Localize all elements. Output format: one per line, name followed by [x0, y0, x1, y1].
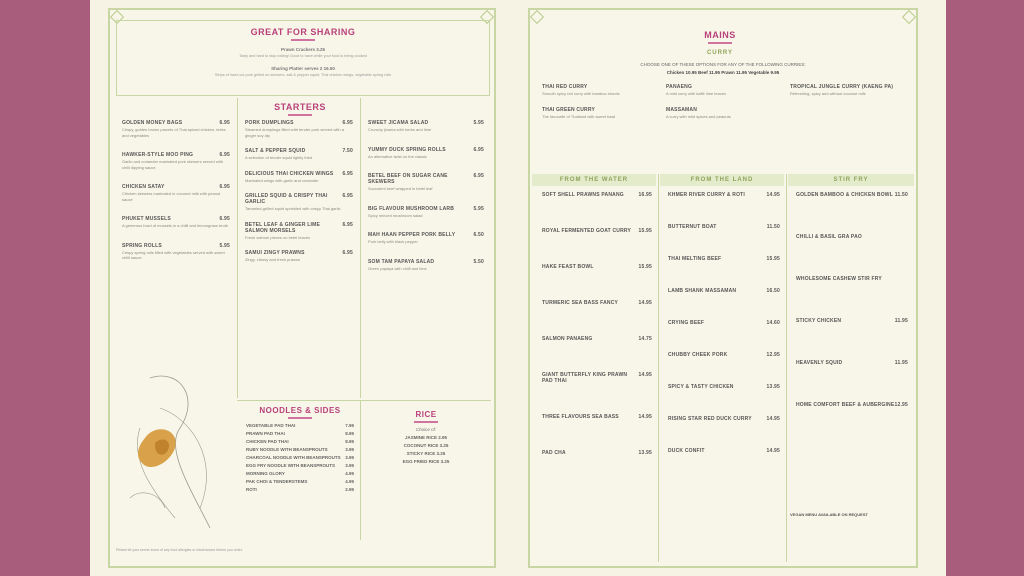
item-name: SOM TAM PAPAYA SALAD: [368, 258, 435, 265]
item-desc: Succulent beef wrapped in betel leaf: [368, 186, 433, 191]
menu-item: [668, 224, 780, 230]
curry-item: [542, 84, 658, 97]
stir-fry-list: [796, 192, 908, 414]
item-price: 14.60: [766, 320, 780, 326]
item-desc: Garlic and coriander marinated pork skewers served with chilli dipping sauce: [122, 159, 223, 170]
item-price: 5.95: [219, 242, 230, 249]
menu-item: [122, 243, 230, 261]
menu-item: [368, 147, 484, 160]
item-price: 3.95: [345, 463, 354, 468]
item-name: THAI MELTING BEEF: [668, 256, 722, 262]
noodle-item: [246, 479, 354, 484]
corner-diamond: [530, 10, 544, 24]
item-desc: Steamed dumplings filled with tender pork served with a ginger soy dip: [245, 127, 344, 138]
item-price: 6.50: [473, 232, 484, 238]
menu-item: [796, 234, 908, 240]
item-name: BIG FLAVOUR MUSHROOM LARB: [368, 205, 455, 212]
item-name: THREE FLAVOURS SEA BASS: [542, 414, 619, 420]
menu-item: [542, 192, 652, 198]
mains-title: MAINS: [690, 30, 750, 44]
item-price: 6.95: [342, 221, 353, 228]
menu-item: [368, 206, 484, 219]
curry-prices: Chicken 10.95 Beef 11.95 Prawn 11.95 Vegetable 9.95: [666, 70, 780, 75]
item-price: 2.95: [345, 487, 354, 492]
item-name: SPICY & TASTY CHICKEN: [668, 384, 734, 390]
starters-title: STARTERS: [270, 102, 330, 116]
item-price: 14.95: [766, 416, 780, 422]
item-name: DELICIOUS THAI CHICKEN WINGS: [245, 170, 334, 177]
rice-item: EGG FRIED RICE 3.25: [402, 459, 450, 464]
rice-choice: Choice of:: [415, 427, 437, 432]
item-desc: Fresh salmon pieces on betel leaves: [245, 234, 310, 240]
item-price: 6.95: [342, 120, 353, 126]
menu-item: [122, 216, 230, 229]
starters-col-3: [368, 120, 484, 277]
sharing-section: [116, 20, 490, 96]
item-price: 11.50: [766, 224, 780, 230]
rice-section: [368, 410, 484, 467]
item-price: 8.95: [345, 431, 354, 436]
rice-item: COCONUT RICE 3.25: [403, 443, 449, 448]
item-price: 6.95: [219, 216, 230, 222]
menu-item: [245, 193, 353, 212]
item-desc: A mild curry with kaffir lime leaves: [666, 91, 726, 96]
divider: [237, 98, 238, 398]
item-name: GOLDEN MONEY BAGS: [122, 120, 183, 126]
divider: [658, 174, 659, 562]
item-name: SALMON PANAENG: [542, 336, 593, 342]
item-name: MORNING GLORY: [246, 471, 285, 476]
menu-item: [245, 250, 353, 263]
item-name: PORK DUMPLINGS: [245, 120, 294, 126]
item-name: SALT & PEPPER SQUID: [245, 148, 306, 154]
menu-item: [542, 372, 652, 384]
item-price: 7.50: [342, 148, 353, 154]
item-price: 16.95: [638, 192, 652, 198]
item-desc: A curry with mild spices and peanuts: [666, 113, 731, 119]
item-name: CHUBBY CHEEK PORK: [668, 352, 728, 358]
item-name: TROPICAL JUNGLE CURRY (KAENG PA): [790, 84, 894, 90]
item-name: ROYAL FERMENTED GOAT CURRY: [542, 228, 632, 234]
noodle-item: [246, 463, 354, 468]
item-name: KHMER RIVER CURRY & ROTI: [668, 192, 746, 198]
noodle-item: [246, 439, 354, 444]
menu-item: [668, 352, 780, 358]
item-name: CHARCOAL NOODLE WITH BEANSPROUTS: [246, 455, 341, 460]
curry-title: CURRY: [706, 50, 734, 56]
item-name: SAMUI ZINGY PRAWNS: [245, 250, 305, 256]
menu-item: [796, 318, 908, 324]
item-price: 5.50: [473, 258, 484, 265]
item-name: STICKY CHICKEN: [796, 318, 842, 324]
noodle-item: [246, 471, 354, 476]
item-name: PHUKET MUSSELS: [122, 216, 171, 222]
item-name: HEAVENLY SQUID: [796, 360, 843, 366]
sharing-item-name: Sharing Platter serves 2 16.50: [271, 66, 335, 71]
item-price: 16.50: [766, 288, 780, 294]
menu-item: [796, 360, 908, 366]
item-name: EGG FRY NOODLE WITH BEANSPROUTS: [246, 463, 336, 468]
divider: [237, 400, 491, 401]
from-water-list: [542, 192, 652, 462]
item-name: GIANT BUTTERFLY KING PRAWN PAD THAI: [542, 372, 628, 384]
item-name: RUBY NOODLE WITH BEANSPROUTS: [246, 447, 328, 452]
item-price: 12.95: [766, 352, 780, 358]
curry-item: [542, 107, 658, 120]
flower-illustration: [120, 368, 230, 538]
menu-item: [542, 450, 652, 456]
item-price: 11.95: [894, 360, 908, 366]
menu-item: [368, 120, 484, 133]
item-desc: The favourite of Thailand with sweet basil: [542, 113, 616, 119]
item-desc: An alternative twist on the classic: [368, 153, 427, 159]
item-name: SOFT SHELL PRAWNS PANANG: [542, 192, 624, 198]
menu-item: [668, 288, 780, 294]
vegan-note: [790, 512, 910, 517]
curry-item: [790, 84, 906, 97]
item-price: 15.95: [638, 228, 652, 234]
item-price: 6.95: [342, 170, 353, 177]
item-name: CHICKEN PAD THAI: [246, 439, 289, 444]
item-price: 13.95: [766, 384, 780, 390]
item-price: 13.95: [638, 450, 652, 456]
item-name: CHICKEN SATAY: [122, 184, 165, 190]
corner-diamond: [902, 10, 916, 24]
item-price: 6.95: [473, 173, 484, 179]
from-water-header: FROM THE WATER: [532, 174, 656, 186]
menu-item: [668, 192, 780, 198]
item-name: THAI GREEN CURRY: [542, 106, 596, 113]
menu-item: [245, 222, 353, 241]
menu-item: [796, 192, 908, 198]
right-background: [946, 0, 1024, 576]
menu-item: [122, 120, 230, 138]
item-price: 7.95: [345, 423, 354, 428]
item-name: LAMB SHANK MASSAMAN: [668, 288, 737, 294]
item-price: 6.95: [219, 184, 230, 190]
menu-item: [668, 384, 780, 390]
menu-item: [368, 259, 484, 272]
item-desc: A selection of tender squid lightly fried: [245, 155, 313, 160]
starters-col-1: [122, 120, 230, 267]
rice-title: RICE: [368, 410, 484, 423]
menu-item: [796, 276, 908, 282]
divider: [360, 400, 361, 540]
item-desc: Crispy, golden brown parcels of Thai-spiced chicken, leeks and vegetables: [122, 127, 226, 138]
noodles-section: [246, 406, 354, 495]
menu-item: [245, 171, 353, 184]
menu-item: [668, 256, 780, 262]
stir-fry-header: STIR FRY: [788, 174, 914, 186]
menu-item: [542, 414, 652, 420]
item-price: 12.95: [894, 402, 908, 408]
noodle-item: [246, 431, 354, 436]
from-land-header: FROM THE LAND: [660, 174, 784, 186]
item-name: SWEET JICAMA SALAD: [368, 120, 429, 126]
menu-item: [122, 152, 230, 170]
item-price: 3.95: [345, 455, 354, 460]
item-price: 15.95: [766, 256, 780, 262]
sharing-item-desc: Strips of hand cut pork grilled on skewers, salt & pepper squid, Thai chicken wings, vegetable spring rolls: [214, 73, 392, 77]
item-price: 11.95: [894, 318, 908, 324]
item-price: 11.50: [894, 192, 908, 198]
item-price: 6.95: [473, 146, 484, 153]
curry-col: [542, 84, 658, 125]
item-price: 14.95: [638, 372, 652, 378]
item-price: 14.95: [766, 192, 780, 198]
item-desc: Spicy minced mushroom salad: [368, 212, 423, 218]
item-name: MASSAMAN: [666, 106, 698, 113]
item-price: 8.95: [345, 439, 354, 444]
item-price: 4.95: [345, 471, 354, 476]
item-name: HAWKER-STYLE MOO PING: [122, 152, 194, 158]
menu-item: [245, 120, 353, 138]
item-desc: Green papaya with chilli and lime: [368, 265, 427, 271]
menu-item: [668, 320, 780, 326]
item-desc: Zingy, citrusy and fresh prawns: [245, 257, 301, 262]
item-desc: Smooth spicy red curry with bamboo shoots: [542, 91, 620, 96]
item-desc: Crispy spring rolls filled with vegetables served with sweet chilli sauce: [122, 249, 225, 260]
item-name: YUMMY DUCK SPRING ROLLS: [368, 146, 446, 153]
sharing-title: GREAT FOR SHARING: [117, 27, 489, 41]
menu-item: [796, 402, 908, 408]
sharing-item-desc: Tasty and hard to stop eating! Good to have while your food is being cooked: [239, 54, 367, 58]
item-name: PRAWN PAD THAI: [246, 431, 285, 436]
menu-item: [542, 264, 652, 270]
item-name: PAD CHA: [542, 450, 566, 456]
curry-intro: CHOOSE ONE OF THESE OPTIONS FOR ANY OF THE FOLLOWING CURRIES:: [640, 62, 806, 67]
item-name: BETEL LEAF & GINGER LIME SALMON MORSELS: [245, 221, 320, 234]
item-name: RISING STAR RED DUCK CURRY: [668, 416, 752, 422]
item-price: 14.95: [638, 414, 652, 420]
item-desc: Crunchy jicama with herbs and lime: [368, 127, 432, 132]
item-price: 14.95: [766, 448, 780, 454]
noodle-item: [246, 487, 354, 492]
item-name: SPRING ROLLS: [122, 242, 162, 249]
item-name: BUTTERNUT BOAT: [668, 224, 717, 230]
divider: [786, 174, 787, 562]
menu-item: [542, 336, 652, 342]
menu-item: [245, 148, 353, 161]
item-price: 6.95: [219, 152, 230, 158]
item-name: BETEL BEEF ON SUGAR CANE SKEWERS: [368, 173, 448, 185]
item-price: 3.95: [345, 447, 354, 452]
menu-item: [542, 300, 652, 306]
item-price: 6.95: [219, 120, 230, 126]
curry-col: [790, 84, 906, 125]
item-price: 4.95: [345, 479, 354, 484]
allergy-footer: Please let your server know of any food allergies or intolerances before you order.: [116, 548, 243, 552]
item-name: WHOLESOME CASHEW STIR FRY: [796, 276, 882, 282]
item-desc: A generous bowl of mussels in a chilli and lemongrass broth: [122, 223, 229, 228]
sharing-item-name: Prawn Crackers 3.25: [280, 47, 326, 52]
item-name: PAK CHOI & TENDERSTEMS: [246, 479, 308, 484]
item-price: 6.95: [342, 193, 353, 199]
vegan-title: VEGAN MENU AVAILABLE ON REQUEST: [790, 512, 868, 517]
item-name: GRILLED SQUID & CRISPY THAI GARLIC: [245, 193, 328, 205]
item-price: 5.95: [473, 120, 484, 126]
curry-item: [666, 84, 782, 97]
curry-col: [666, 84, 782, 125]
item-price: 14.95: [638, 300, 652, 306]
item-name: ROTI: [246, 487, 257, 492]
noodle-item: [246, 423, 354, 428]
item-name: HAKE FEAST BOWL: [542, 264, 594, 270]
item-name: CRYING BEEF: [668, 320, 705, 326]
item-desc: Refreshing, spicy and without coconut milk: [790, 91, 866, 96]
from-land-list: [668, 192, 780, 460]
menu-item: [668, 416, 780, 422]
noodle-item: [246, 447, 354, 452]
rice-item: STICKY RICE 3.25: [406, 451, 446, 456]
item-name: CHILLI & BASIL GRA PAO: [796, 234, 862, 240]
menu-item: [368, 173, 484, 192]
left-background: [0, 0, 90, 576]
starters-col-2: [245, 120, 353, 269]
item-name: GOLDEN BAMBOO & CHICKEN BOWL: [796, 192, 893, 198]
item-price: 15.95: [638, 264, 652, 270]
rice-item: JASMINE RICE 2.95: [404, 435, 447, 440]
noodles-title: NOODLES & SIDES: [246, 406, 354, 419]
item-desc: Tamarind-grilled squid sprinkled with crispy Thai garlic: [245, 206, 341, 211]
item-name: THAI RED CURRY: [542, 84, 588, 90]
item-name: PANAENG: [666, 84, 693, 90]
menu-item: [542, 228, 652, 234]
curry-item: [666, 107, 782, 120]
item-price: 14.75: [638, 336, 652, 342]
item-price: 5.95: [473, 205, 484, 212]
noodle-item: [246, 455, 354, 460]
item-name: DUCK CONFIT: [668, 448, 705, 454]
item-desc: Chicken skewers marinated in coconut milk with peanut sauce: [122, 191, 221, 202]
item-desc: Pork belly with black pepper: [368, 239, 418, 244]
menu-item: [368, 232, 484, 245]
item-name: TURMERIC SEA BASS FANCY: [542, 300, 619, 306]
menu-item: [668, 448, 780, 454]
item-desc: Marinated wings with garlic and coriander: [245, 177, 319, 183]
menu-item: [122, 184, 230, 202]
item-name: VEGETABLE PAD THAI: [246, 423, 296, 428]
divider: [360, 98, 361, 398]
curry-section: [542, 84, 906, 125]
item-name: MAH HAAN PEPPER PORK BELLY: [368, 232, 456, 238]
item-price: 6.95: [342, 250, 353, 256]
item-name: HOME COMFORT BEEF & AUBERGINE: [796, 402, 895, 408]
